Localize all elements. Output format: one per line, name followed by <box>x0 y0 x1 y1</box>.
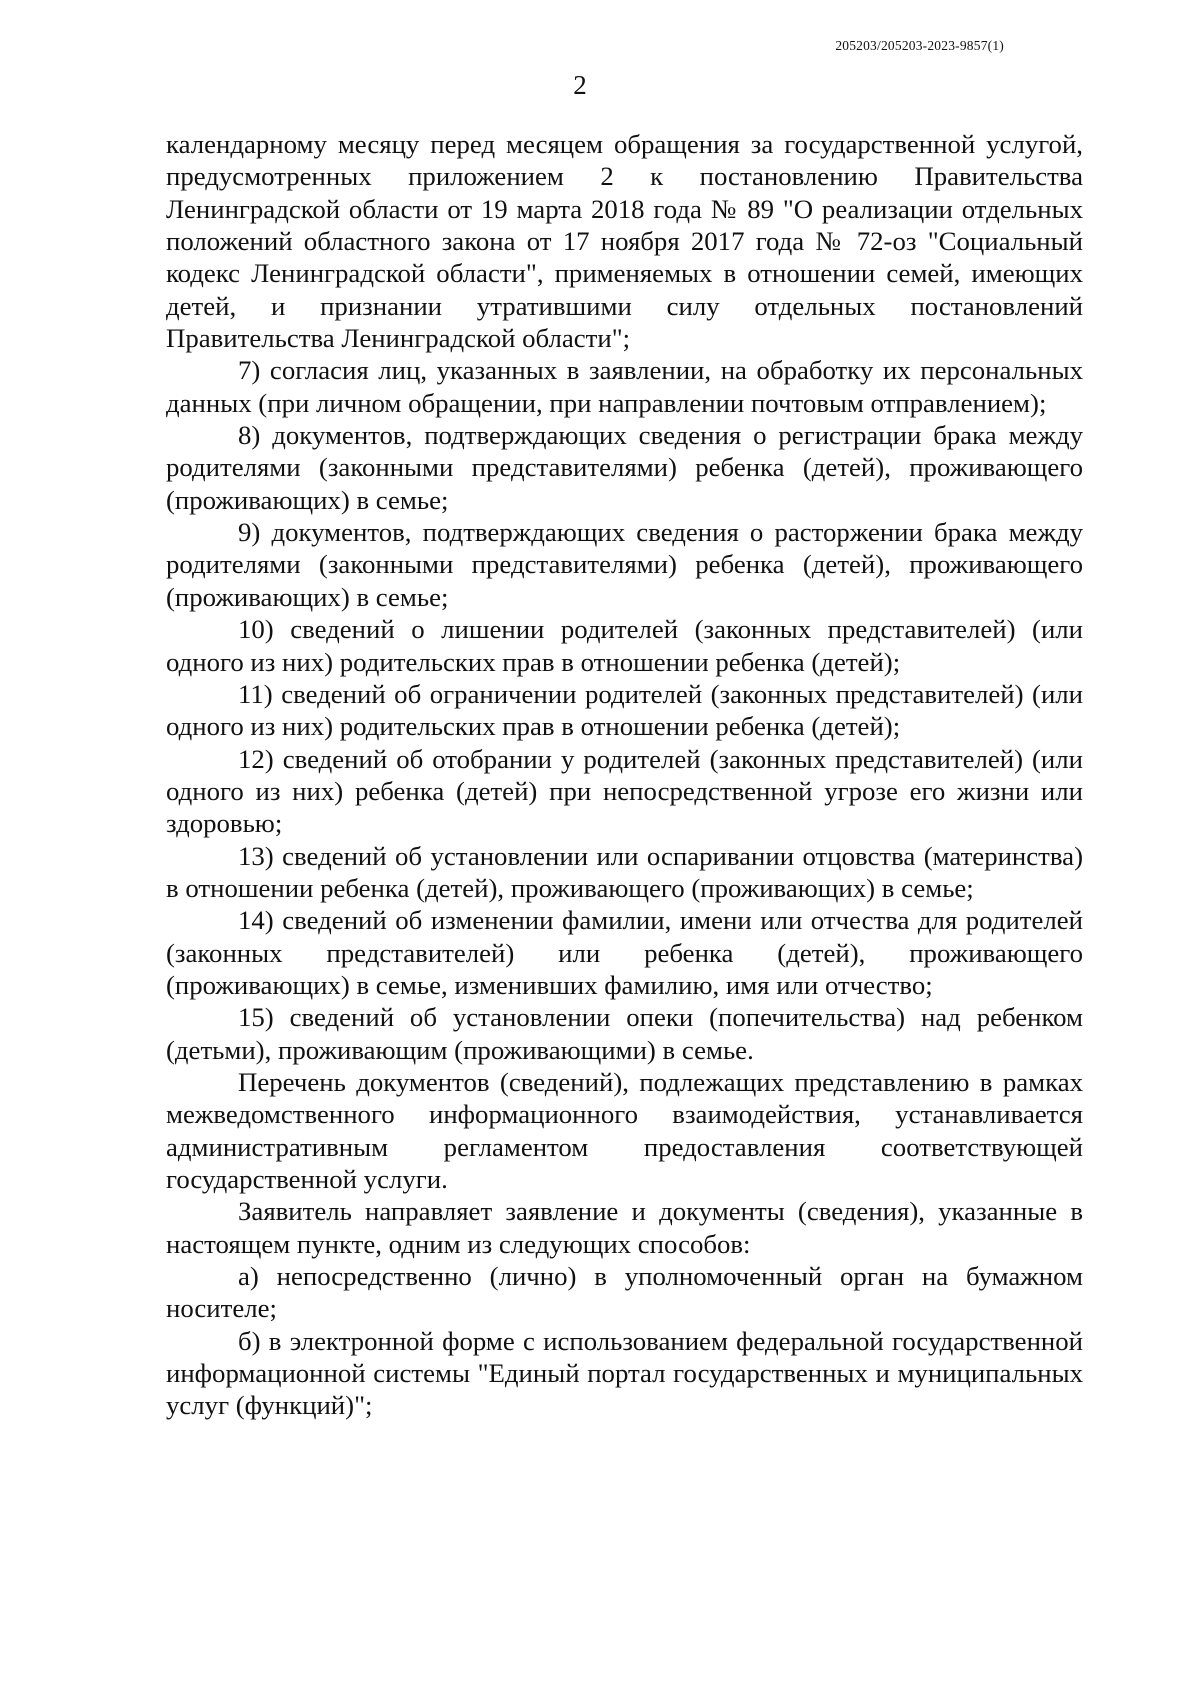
paragraph-submission-methods: Заявитель направляет заявление и документы (сведения), указанные в настоящем пункте, одним из следующих способов: <box>166 1196 1083 1259</box>
document-id: 205203/205203-2023-9857(1) <box>835 38 1004 53</box>
paragraph-item-12: 12) сведений об отобрании у родителей (законных представителей) (или одного из них) ребенка (детей) при непосредственной угрозе его жизни или здоровью; <box>166 743 1083 839</box>
paragraph-item-14: 14) сведений об изменении фамилии, имени или отчества для родителей (законных представителей) или ребенка (детей), проживающего (проживающих) в семье, изменивших фамилию, имя или отчество; <box>166 905 1083 1000</box>
paragraph-document-list: Перечень документов (сведений), подлежащих представлению в рамках межведомственного информационного взаимодействия, устанавливается административным регламентом предоставления соответствующей государственной услуги. <box>166 1066 1083 1194</box>
paragraph-item-10: 10) сведений о лишении родителей (законных представителей) (или одного из них) родительских прав в отношении ребенка (детей); <box>166 614 1083 677</box>
paragraph-item-7: 7) согласия лиц, указанных в заявлении, на обработку их персональных данных (при личном обращении, при направлении почтовым отправлением); <box>166 355 1083 418</box>
paragraph-item-8: 8) документов, подтверждающих сведения о регистрации брака между родителями (законными представителями) ребенка (детей), проживающего (проживающих) в семье; <box>166 420 1083 515</box>
document-body <box>166 128 1083 1422</box>
paragraph-item-9: 9) документов, подтверждающих сведения о расторжении брака между родителями (законными представителями) ребенка (детей), проживающего (проживающих) в семье; <box>166 517 1083 612</box>
paragraph-continuation: календарному месяцу перед месяцем обращения за государственной услугой, предусмотренных приложением 2 к постановлению Правительства Ленинградской области от 19 марта 2018 года № 89 "О реализации отдельных положений областного закона от 17 ноября 2017 года № 72-оз "Социальный кодекс Ленинградской области", применяемых в отношении семей, имеющих детей, и признании утратившими силу отдельных постановлений Правительства Ленинградской области"; <box>166 129 1083 354</box>
page-number: 2 <box>573 70 587 100</box>
paragraph-item-15: 15) сведений об установлении опеки (попечительства) над ребенком (детьми), проживающим (проживающими) в семье. <box>166 1002 1083 1065</box>
paragraph-method-a: а) непосредственно (лично) в уполномоченный орган на бумажном носителе; <box>166 1261 1083 1324</box>
paragraph-method-b: б) в электронной форме с использованием федеральной государственной информационной системы "Единый портал государственных и муниципальных услуг (функций)"; <box>166 1325 1083 1421</box>
paragraph-item-13: 13) сведений об установлении или оспаривании отцовства (материнства) в отношении ребенка (детей), проживающего (проживающих) в семье; <box>166 840 1083 903</box>
paragraph-item-11: 11) сведений об ограничении родителей (законных представителей) (или одного из них) родительских прав в отношении ребенка (детей); <box>166 678 1083 742</box>
